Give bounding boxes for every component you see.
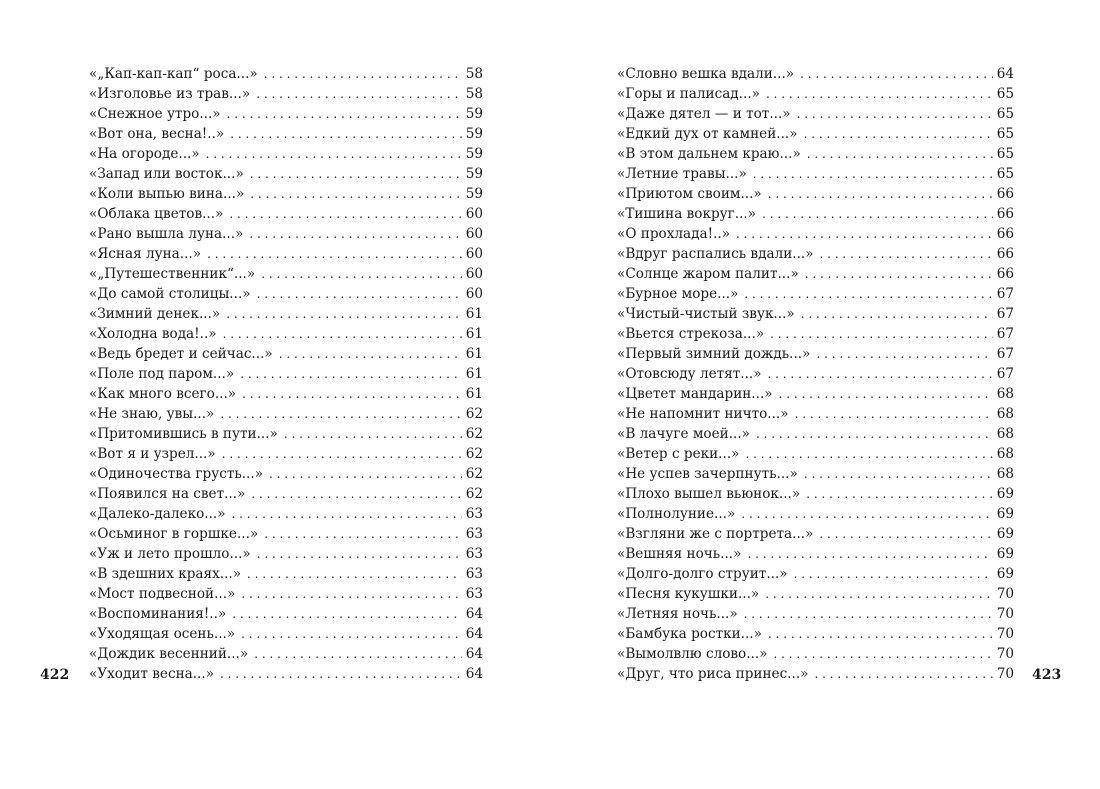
toc-entry-title: «Первый зимний дождь...» xyxy=(617,346,811,362)
toc-dot-leader xyxy=(795,404,993,424)
toc-entry-title: «Снежное утро...» xyxy=(89,106,221,122)
toc-entry-page: 61 xyxy=(465,306,483,322)
toc-dot-leader xyxy=(254,644,462,664)
toc-entry-title: «Запад или восток...» xyxy=(89,166,244,182)
toc-dot-leader xyxy=(220,404,461,424)
toc-entry-page: 67 xyxy=(996,306,1014,322)
toc-entry xyxy=(617,324,1014,344)
table-of-contents-left xyxy=(89,64,483,684)
toc-dot-leader xyxy=(779,384,993,404)
toc-dot-leader xyxy=(804,464,993,484)
toc-entry-title: «Мост подвесной...» xyxy=(89,586,236,602)
toc-entry-title: «Летние травы...» xyxy=(617,166,747,182)
toc-dot-leader xyxy=(744,604,993,624)
toc-entry-page: 69 xyxy=(996,526,1014,542)
toc-entry xyxy=(617,404,1014,424)
toc-entry-page: 68 xyxy=(996,466,1014,482)
toc-entry-page: 66 xyxy=(996,186,1014,202)
toc-entry-title: «Полнолуние...» xyxy=(617,506,736,522)
toc-entry-page: 60 xyxy=(465,246,483,262)
toc-entry-title: «В здешних краях...» xyxy=(89,566,242,582)
toc-dot-leader xyxy=(819,524,992,544)
toc-dot-leader xyxy=(222,444,462,464)
toc-entry-title: «„Кап-кап-кап“ роса...» xyxy=(89,66,258,82)
toc-entry-page: 69 xyxy=(996,486,1014,502)
toc-dot-leader xyxy=(753,164,993,184)
toc-entry xyxy=(617,144,1014,164)
toc-entry xyxy=(617,524,1014,544)
toc-entry-title: «Не знаю, увы...» xyxy=(89,406,215,422)
toc-entry-title: «Вот она, весна!..» xyxy=(89,126,225,142)
toc-entry xyxy=(89,284,483,304)
toc-entry-page: 60 xyxy=(465,226,483,242)
toc-entry-page: 59 xyxy=(465,166,483,182)
toc-entry-title: «Друг, что риса принес...» xyxy=(617,666,809,682)
toc-dot-leader xyxy=(768,624,993,644)
toc-entry-title: «Осьминог в горшке...» xyxy=(89,526,259,542)
toc-entry xyxy=(617,664,1014,684)
toc-dot-leader xyxy=(242,384,462,404)
toc-entry-page: 70 xyxy=(996,586,1014,602)
toc-entry-page: 62 xyxy=(465,466,483,482)
toc-entry xyxy=(89,664,483,684)
toc-entry-title: «Отовсюду летят...» xyxy=(617,366,762,382)
toc-entry-title: «Не напомнит ничто...» xyxy=(617,406,789,422)
toc-dot-leader xyxy=(741,504,992,524)
toc-entry-page: 62 xyxy=(465,486,483,502)
toc-entry-page: 65 xyxy=(996,106,1014,122)
toc-dot-leader xyxy=(766,84,993,104)
toc-entry xyxy=(617,584,1014,604)
toc-entry-page: 60 xyxy=(465,286,483,302)
toc-entry-page: 61 xyxy=(465,386,483,402)
toc-entry-page: 67 xyxy=(996,286,1014,302)
toc-entry-title: «Солнце жаром палит...» xyxy=(617,266,799,282)
toc-dot-leader xyxy=(820,244,993,264)
toc-dot-leader xyxy=(814,664,992,684)
toc-dot-leader xyxy=(800,64,993,84)
toc-entry-title: «Появился на свет...» xyxy=(89,486,246,502)
toc-entry-page: 64 xyxy=(996,66,1014,82)
toc-entry xyxy=(617,244,1014,264)
toc-entry xyxy=(617,544,1014,564)
toc-entry xyxy=(89,624,483,644)
toc-dot-leader xyxy=(256,84,462,104)
toc-entry-title: «Коли выпью вина...» xyxy=(89,186,245,202)
toc-entry xyxy=(617,264,1014,284)
toc-entry-page: 68 xyxy=(996,406,1014,422)
toc-entry-page: 61 xyxy=(465,326,483,342)
toc-entry-title: «Тишина вокруг...» xyxy=(617,206,757,222)
toc-dot-leader xyxy=(230,124,461,144)
toc-entry-page: 64 xyxy=(465,606,483,622)
toc-entry-page: 70 xyxy=(996,606,1014,622)
toc-entry xyxy=(89,644,483,664)
toc-entry-title: «Поле под паром...» xyxy=(89,366,235,382)
toc-dot-leader xyxy=(805,264,993,284)
toc-dot-leader xyxy=(804,124,993,144)
toc-entry-title: «До самой столицы...» xyxy=(89,286,251,302)
toc-entry-page: 69 xyxy=(996,546,1014,562)
toc-entry xyxy=(617,644,1014,664)
toc-entry-page: 65 xyxy=(996,86,1014,102)
toc-entry xyxy=(617,64,1014,84)
toc-entry-page: 59 xyxy=(465,126,483,142)
toc-entry xyxy=(617,484,1014,504)
toc-entry-page: 70 xyxy=(996,646,1014,662)
toc-entry-page: 60 xyxy=(465,206,483,222)
toc-entry-page: 62 xyxy=(465,426,483,442)
toc-entry xyxy=(617,164,1014,184)
toc-entry xyxy=(89,464,483,484)
toc-dot-leader xyxy=(762,204,993,224)
toc-entry xyxy=(89,384,483,404)
toc-entry-page: 63 xyxy=(465,506,483,522)
toc-entry xyxy=(617,364,1014,384)
toc-dot-leader xyxy=(768,364,993,384)
toc-entry-title: «Вымолвлю слово...» xyxy=(617,646,768,662)
toc-dot-leader xyxy=(232,604,461,624)
toc-entry-title: «О прохлада!..» xyxy=(617,226,731,242)
toc-dot-leader xyxy=(264,64,462,84)
toc-entry-title: «Как много всего...» xyxy=(89,386,237,402)
toc-entry-page: 68 xyxy=(996,426,1014,442)
toc-entry-title: «Летняя ночь...» xyxy=(617,606,738,622)
toc-dot-leader xyxy=(232,504,462,524)
toc-entry-title: «Цветет мандарин...» xyxy=(617,386,773,402)
toc-entry xyxy=(89,304,483,324)
toc-dot-leader xyxy=(207,244,462,264)
toc-entry-title: «Не успев зачерпнуть...» xyxy=(617,466,798,482)
toc-entry xyxy=(89,484,483,504)
toc-dot-leader xyxy=(241,624,462,644)
toc-entry-page: 63 xyxy=(465,526,483,542)
right-page xyxy=(550,0,1100,789)
toc-entry-title: «„Путешественник“...» xyxy=(89,266,256,282)
toc-entry-title: «Плохо вышел вьюнок...» xyxy=(617,486,801,502)
toc-dot-leader xyxy=(250,164,462,184)
toc-entry-title: «Вдруг распались вдали...» xyxy=(617,246,814,262)
toc-entry-page: 59 xyxy=(465,186,483,202)
toc-entry xyxy=(89,544,483,564)
toc-entry-title: «Облака цветов...» xyxy=(89,206,224,222)
toc-entry-title: «Даже дятел — и тот...» xyxy=(617,106,791,122)
toc-dot-leader xyxy=(756,424,993,444)
toc-entry-title: «Холодна вода!..» xyxy=(89,326,217,342)
table-of-contents-right xyxy=(617,64,1014,684)
toc-entry-title: «Вешняя ночь...» xyxy=(617,546,742,562)
toc-dot-leader xyxy=(229,204,461,224)
toc-entry xyxy=(89,444,483,464)
toc-entry-page: 66 xyxy=(996,266,1014,282)
toc-dot-leader xyxy=(249,224,461,244)
toc-entry xyxy=(89,604,483,624)
toc-dot-leader xyxy=(745,444,992,464)
toc-dot-leader xyxy=(797,104,993,124)
toc-entry xyxy=(89,124,483,144)
toc-entry-title: «Изголовье из трав...» xyxy=(89,86,251,102)
toc-entry-page: 66 xyxy=(996,206,1014,222)
toc-entry-page: 69 xyxy=(996,506,1014,522)
toc-entry xyxy=(89,164,483,184)
toc-entry-title: «Далеко-далеко...» xyxy=(89,506,226,522)
toc-entry xyxy=(617,504,1014,524)
toc-entry-title: «В этом дальнем краю...» xyxy=(617,146,801,162)
toc-entry xyxy=(89,424,483,444)
toc-entry xyxy=(89,184,483,204)
toc-entry-title: «Ведь бредет и сейчас...» xyxy=(89,346,273,362)
toc-dot-leader xyxy=(765,584,992,604)
toc-entry xyxy=(89,584,483,604)
toc-entry-page: 64 xyxy=(465,666,483,682)
toc-entry-page: 62 xyxy=(465,406,483,422)
toc-entry-page: 63 xyxy=(465,546,483,562)
toc-entry-page: 67 xyxy=(996,366,1014,382)
toc-entry xyxy=(617,184,1014,204)
toc-entry xyxy=(617,624,1014,644)
toc-entry-page: 59 xyxy=(465,106,483,122)
toc-dot-leader xyxy=(770,324,993,344)
toc-dot-leader xyxy=(807,144,993,164)
toc-dot-leader xyxy=(736,224,993,244)
toc-entry-title: «Бурное море...» xyxy=(617,286,739,302)
toc-entry-page: 64 xyxy=(465,646,483,662)
toc-entry xyxy=(89,264,483,284)
toc-dot-leader xyxy=(806,484,993,504)
toc-entry-title: «Горы и палисад...» xyxy=(617,86,760,102)
toc-entry xyxy=(617,204,1014,224)
toc-entry-title: «Взгляни же с портрета...» xyxy=(617,526,814,542)
toc-entry-title: «Притомившись в пути...» xyxy=(89,426,278,442)
toc-dot-leader xyxy=(768,184,993,204)
toc-entry-page: 65 xyxy=(996,126,1014,142)
toc-entry xyxy=(89,204,483,224)
toc-entry-page: 59 xyxy=(465,146,483,162)
toc-entry-title: «Уж и лето прошло...» xyxy=(89,546,251,562)
toc-entry xyxy=(89,104,483,124)
toc-entry-page: 61 xyxy=(465,366,483,382)
toc-entry xyxy=(617,284,1014,304)
toc-entry xyxy=(617,464,1014,484)
toc-entry-page: 70 xyxy=(996,626,1014,642)
toc-entry xyxy=(89,84,483,104)
toc-dot-leader xyxy=(206,144,462,164)
toc-entry-page: 66 xyxy=(996,226,1014,242)
toc-dot-leader xyxy=(744,284,992,304)
toc-entry xyxy=(89,224,483,244)
toc-entry xyxy=(89,324,483,344)
toc-dot-leader xyxy=(269,464,462,484)
toc-entry-page: 63 xyxy=(465,586,483,602)
toc-entry-title: «Вьется стрекоза...» xyxy=(617,326,765,342)
toc-entry xyxy=(617,84,1014,104)
toc-dot-leader xyxy=(250,184,461,204)
toc-entry-page: 69 xyxy=(996,566,1014,582)
toc-entry-title: «Бамбука ростки...» xyxy=(617,626,762,642)
toc-entry-title: «Воспоминания!..» xyxy=(89,606,227,622)
page-number-left: 422 xyxy=(40,667,70,683)
toc-entry-page: 67 xyxy=(996,346,1014,362)
toc-dot-leader xyxy=(774,644,993,664)
toc-entry xyxy=(617,384,1014,404)
toc-entry-page: 67 xyxy=(996,326,1014,342)
toc-entry-page: 62 xyxy=(465,446,483,462)
toc-entry-title: «Приютом своим...» xyxy=(617,186,762,202)
toc-entry xyxy=(89,364,483,384)
toc-entry xyxy=(617,424,1014,444)
toc-entry xyxy=(89,504,483,524)
toc-entry-title: «Ясная луна...» xyxy=(89,246,202,262)
toc-dot-leader xyxy=(251,484,461,504)
toc-entry xyxy=(89,244,483,264)
toc-entry xyxy=(617,604,1014,624)
toc-dot-leader xyxy=(220,664,462,684)
toc-dot-leader xyxy=(247,564,462,584)
toc-entry-title: «Уходящая осень...» xyxy=(89,626,236,642)
page-number-right: 423 xyxy=(1032,667,1062,683)
toc-entry-title: «Ветер с реки...» xyxy=(617,446,740,462)
toc-entry-title: «Чистый-чистый звук...» xyxy=(617,306,795,322)
toc-dot-leader xyxy=(794,564,993,584)
toc-entry-title: «Словно вешка вдали...» xyxy=(617,66,795,82)
toc-entry xyxy=(89,144,483,164)
toc-entry-page: 70 xyxy=(996,666,1014,682)
toc-entry xyxy=(89,404,483,424)
toc-dot-leader xyxy=(747,544,992,564)
toc-dot-leader xyxy=(241,584,461,604)
toc-entry-title: «Рано вышла луна...» xyxy=(89,226,244,242)
toc-dot-leader xyxy=(261,264,461,284)
toc-dot-leader xyxy=(227,104,462,124)
toc-entry-page: 60 xyxy=(465,266,483,282)
toc-dot-leader xyxy=(816,344,992,364)
toc-dot-leader xyxy=(226,304,461,324)
toc-entry xyxy=(617,564,1014,584)
toc-entry-page: 65 xyxy=(996,146,1014,162)
toc-entry-title: «Зимний денек...» xyxy=(89,306,221,322)
toc-dot-leader xyxy=(223,324,462,344)
toc-dot-leader xyxy=(240,364,461,384)
toc-entry-page: 61 xyxy=(465,346,483,362)
toc-entry xyxy=(617,344,1014,364)
toc-dot-leader xyxy=(279,344,462,364)
toc-entry-title: «Уходит весна...» xyxy=(89,666,215,682)
toc-entry-title: «Вот я и узрел...» xyxy=(89,446,216,462)
toc-entry-page: 68 xyxy=(996,386,1014,402)
toc-entry-title: «Одиночества грусть...» xyxy=(89,466,264,482)
toc-entry xyxy=(617,104,1014,124)
toc-entry-page: 65 xyxy=(996,166,1014,182)
toc-entry-title: «В лачуге моей...» xyxy=(617,426,750,442)
toc-entry xyxy=(89,344,483,364)
toc-entry-title: «Дождик весенний...» xyxy=(89,646,249,662)
toc-entry-page: 58 xyxy=(465,66,483,82)
toc-entry xyxy=(89,564,483,584)
toc-entry xyxy=(617,304,1014,324)
toc-dot-leader xyxy=(801,304,993,324)
toc-entry xyxy=(89,64,483,84)
toc-entry-page: 68 xyxy=(996,446,1014,462)
toc-entry xyxy=(617,444,1014,464)
toc-dot-leader xyxy=(264,524,461,544)
toc-entry-page: 66 xyxy=(996,246,1014,262)
toc-entry-title: «Долго-долго струит...» xyxy=(617,566,788,582)
toc-dot-leader xyxy=(257,284,462,304)
toc-entry-title: «На огороде...» xyxy=(89,146,200,162)
toc-entry-title: «Песня кукушки...» xyxy=(617,586,760,602)
toc-entry-page: 63 xyxy=(465,566,483,582)
toc-entry xyxy=(617,124,1014,144)
toc-dot-leader xyxy=(284,424,462,444)
toc-entry-page: 64 xyxy=(465,626,483,642)
toc-entry-page: 58 xyxy=(465,86,483,102)
toc-entry xyxy=(89,524,483,544)
toc-entry-title: «Едкий дух от камней...» xyxy=(617,126,798,142)
toc-dot-leader xyxy=(257,544,462,564)
toc-entry xyxy=(617,224,1014,244)
